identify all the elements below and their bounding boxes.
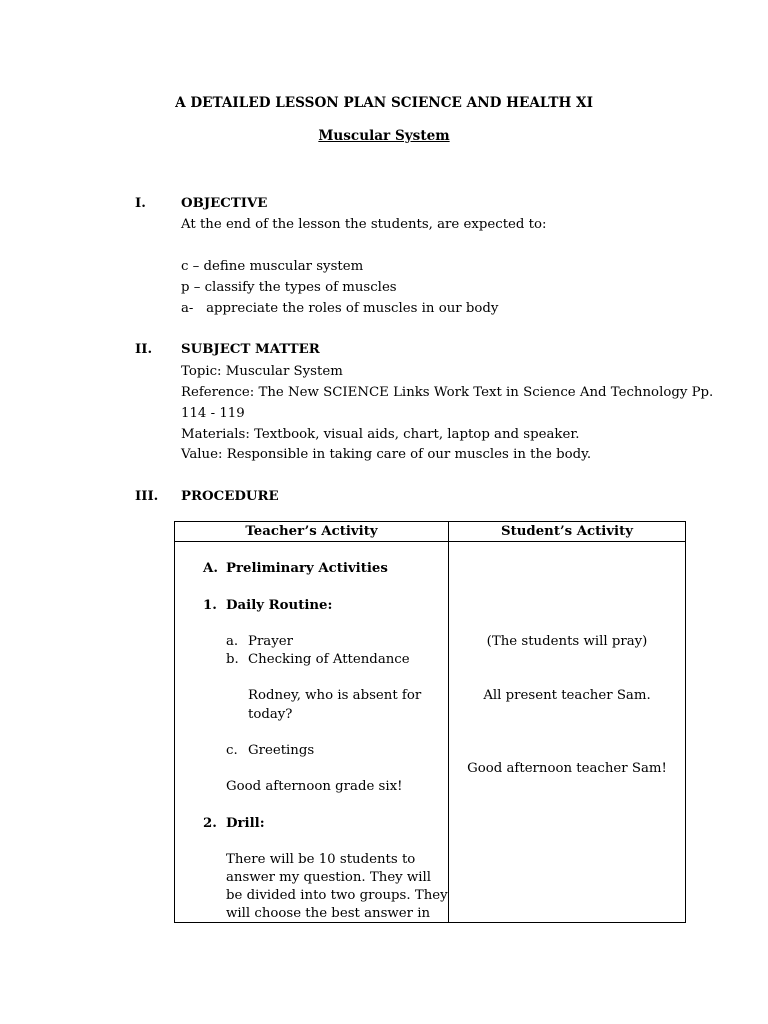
student-attendance-response: All present teacher Sam. xyxy=(483,688,651,703)
procedure-section-number: III. xyxy=(135,489,159,504)
procedure-heading: PROCEDURE xyxy=(181,489,279,504)
list-marker: a. xyxy=(226,634,239,649)
attendance-item: Checking of Attendance xyxy=(248,652,410,667)
preliminary-activities-heading: Preliminary Activities xyxy=(226,561,388,576)
prayer-item: Prayer xyxy=(248,634,293,649)
subject-matter-section-number: II. xyxy=(135,342,153,357)
drill-text-line: will choose the best answer in xyxy=(226,906,431,921)
lesson-plan-title: A DETAILED LESSON PLAN SCIENCE AND HEALTH XI xyxy=(175,95,593,111)
daily-routine-heading: Daily Routine: xyxy=(226,598,333,613)
objective-heading: OBJECTIVE xyxy=(181,196,268,211)
absent-question-line: Rodney, who is absent for xyxy=(248,688,422,703)
drill-text-line: There will be 10 students to xyxy=(226,852,416,867)
objective-item: c – define muscular system xyxy=(181,259,364,274)
subject-matter-reference: Reference: The New SCIENCE Links Work Text in Science And Technology Pp. xyxy=(181,385,714,400)
student-activity-header: Student’s Activity xyxy=(501,524,633,539)
subject-matter-heading: SUBJECT MATTER xyxy=(181,342,320,357)
list-marker: A. xyxy=(203,561,218,576)
objective-item: p – classify the types of muscles xyxy=(181,280,397,295)
drill-text-line: answer my question. They will xyxy=(226,870,432,885)
list-marker: c. xyxy=(226,743,238,758)
objective-item: a- appreciate the roles of muscles in our body xyxy=(181,301,499,316)
list-marker: 1. xyxy=(203,598,217,613)
objective-section-number: I. xyxy=(135,196,146,211)
drill-text-line: be divided into two groups. They xyxy=(226,888,448,903)
table-header-row xyxy=(175,522,685,542)
list-marker: 2. xyxy=(203,816,217,831)
subject-matter-materials: Materials: Textbook, visual aids, chart, laptop and speaker. xyxy=(181,427,580,442)
teacher-greeting: Good afternoon grade six! xyxy=(226,779,403,794)
subject-matter-value: Value: Responsible in taking care of our muscles in the body. xyxy=(181,447,592,462)
greetings-item: Greetings xyxy=(248,743,315,758)
subject-matter-topic: Topic: Muscular System xyxy=(181,364,343,379)
drill-heading: Drill: xyxy=(226,816,265,831)
subject-matter-reference-pages: 114 - 119 xyxy=(181,406,245,421)
objective-intro: At the end of the lesson the students, are expected to: xyxy=(181,217,547,232)
lesson-plan-subtitle: Muscular System xyxy=(318,128,450,144)
column-divider xyxy=(448,522,449,922)
list-marker: b. xyxy=(226,652,239,667)
absent-question-line: today? xyxy=(248,707,293,722)
student-greeting-response: Good afternoon teacher Sam! xyxy=(467,761,667,776)
teacher-activity-header: Teacher’s Activity xyxy=(245,524,378,539)
procedure-table xyxy=(174,521,686,923)
student-pray-response: (The students will pray) xyxy=(486,634,648,649)
